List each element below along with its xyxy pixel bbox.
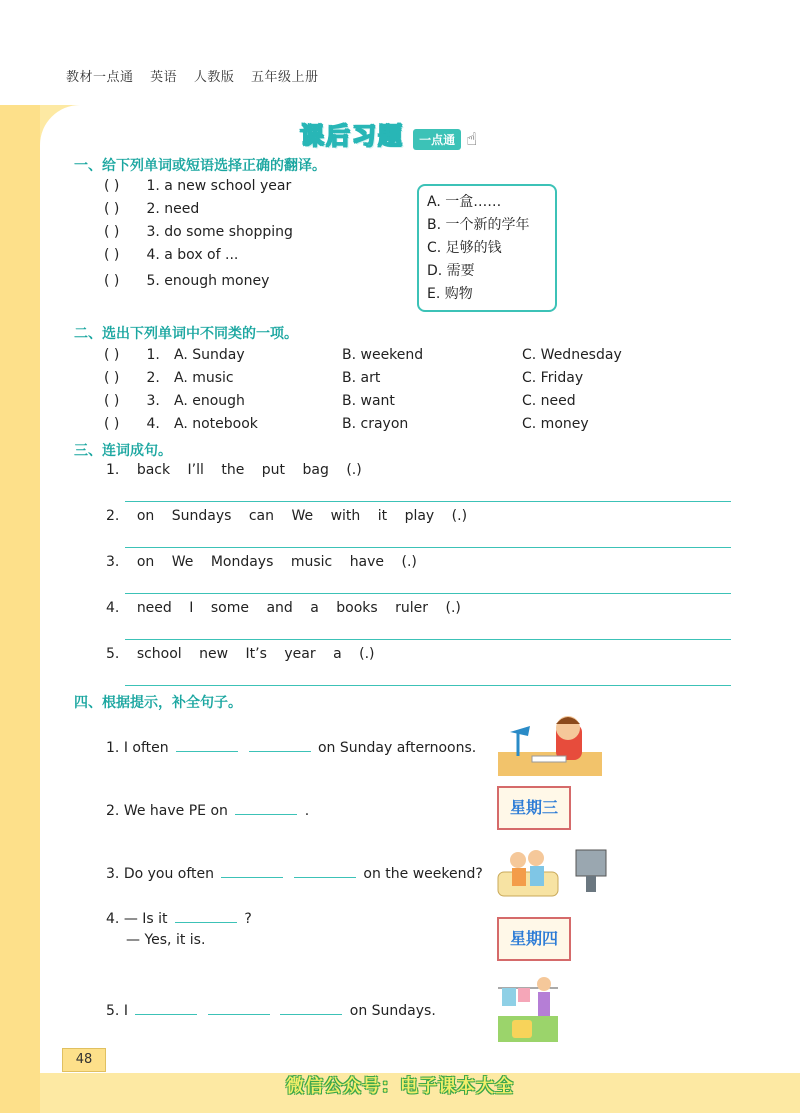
item-num: 4. (146, 416, 160, 432)
item-num: 5. (106, 646, 120, 662)
item-text: do some shopping (164, 224, 293, 240)
answer-paren[interactable]: ( ) (104, 370, 120, 386)
item-num: 1. (146, 178, 160, 194)
word: music (290, 554, 333, 570)
section1-title: 一、给下列单词或短语选择正确的翻译。 (74, 158, 326, 174)
answer-blank[interactable] (235, 800, 297, 815)
item-text: enough money (164, 273, 270, 289)
header-grade: 五年级上册 (250, 70, 319, 85)
option-c: C. 足够的钱 (427, 240, 502, 256)
pointing-hand-icon: ☝ (466, 129, 478, 150)
s1-item-4 (104, 247, 238, 263)
word: bag (302, 462, 329, 478)
sentence-end: on the weekend? (363, 866, 483, 882)
answer-paren[interactable]: ( ) (104, 178, 120, 194)
translation-options-box (417, 184, 557, 312)
s3-item-4 (106, 600, 474, 616)
s1-item-3 (104, 224, 293, 240)
left-margin-band (0, 105, 40, 1113)
page-number: 48 (62, 1048, 106, 1072)
s3-item-2 (106, 508, 480, 524)
answer-blank[interactable] (294, 863, 356, 878)
washing-clothes-picture (496, 970, 560, 1044)
section3-title: 三、连词成句。 (74, 443, 172, 459)
item-num: 2. (146, 370, 160, 386)
answer-paren[interactable]: ( ) (104, 247, 120, 263)
sentence-end: ? (244, 911, 252, 927)
s3-item-5 (106, 646, 387, 662)
header-edition: 人教版 (193, 70, 235, 85)
choice-c: C. Friday (522, 370, 584, 386)
choice-a: A. enough (174, 393, 245, 409)
s2-item-3 (104, 393, 744, 409)
s4-item-5 (106, 1000, 436, 1019)
word: can (248, 508, 275, 524)
banner-tag: 一点通 (413, 129, 461, 150)
choice-c: C. Wednesday (522, 347, 622, 363)
word: have (349, 554, 385, 570)
word: it (377, 508, 388, 524)
option-e: E. 购物 (427, 286, 473, 302)
s1-item-1 (104, 178, 291, 194)
answer-line-1[interactable] (125, 501, 731, 502)
word: We (291, 508, 314, 524)
word: I’ll (187, 462, 204, 478)
top-band (0, 0, 800, 105)
item-num: 1. (106, 740, 120, 756)
item-num: 4. (106, 600, 120, 616)
section4-title: 四、根据提示，补全句子。 (74, 695, 242, 711)
word: I (189, 600, 194, 616)
s3-item-3 (106, 554, 430, 570)
header-book: 教材一点通 (66, 70, 134, 85)
option-d: D. 需要 (427, 263, 475, 279)
word: a (333, 646, 342, 662)
answer-blank[interactable] (175, 908, 237, 923)
word: (.) (451, 508, 468, 524)
answer-blank[interactable] (249, 737, 311, 752)
s2-item-4 (104, 416, 744, 432)
answer-blank[interactable] (208, 1000, 270, 1015)
item-num: 5. (146, 273, 160, 289)
item-num: 1. (106, 462, 120, 478)
option-b: B. 一个新的学年 (427, 217, 530, 233)
word: We (171, 554, 194, 570)
item-num: 3. (106, 866, 120, 882)
banner-title: 课后习题 (300, 122, 404, 150)
s4-item-4-reply: — Yes, it is. (126, 932, 206, 948)
word: put (261, 462, 286, 478)
word: and (266, 600, 293, 616)
word: books (336, 600, 378, 616)
item-num: 2. (106, 803, 120, 819)
choice-b: B. weekend (342, 347, 424, 363)
weekday-card-wednesday: 星期三 (497, 786, 571, 830)
choice-c: C. need (522, 393, 576, 409)
answer-paren[interactable]: ( ) (104, 393, 120, 409)
sentence-end: . (304, 803, 310, 819)
item-num: 2. (146, 201, 160, 217)
item-text: need (164, 201, 200, 217)
word: (.) (445, 600, 461, 616)
word: on (136, 508, 155, 524)
s1-item-2 (104, 201, 199, 217)
choice-a: A. music (174, 370, 234, 386)
answer-line-3[interactable] (125, 593, 731, 594)
word: need (136, 600, 172, 616)
item-text: a new school year (164, 178, 292, 194)
sentence-start: I (123, 1003, 128, 1019)
s3-item-1 (106, 462, 375, 478)
answer-line-5[interactable] (125, 685, 731, 686)
choice-a: A. Sunday (174, 347, 245, 363)
s4-item-2 (106, 800, 309, 819)
choice-c: C. money (522, 416, 589, 432)
word: new (199, 646, 229, 662)
item-num: 3. (106, 554, 120, 570)
item-num: 3. (146, 393, 160, 409)
sentence-end: on Sundays. (349, 1003, 436, 1019)
word: with (330, 508, 361, 524)
word: Sundays (171, 508, 232, 524)
option-a: A. 一盒…… (427, 194, 502, 210)
word: the (221, 462, 245, 478)
s1-item-5 (104, 273, 269, 289)
word: back (136, 462, 171, 478)
s4-item-4 (106, 908, 252, 927)
sentence-start: — Is it (123, 911, 168, 927)
sentence-start: We have PE on (123, 803, 228, 819)
boy-reading-picture (496, 712, 606, 778)
word: (.) (401, 554, 417, 570)
answer-paren[interactable]: ( ) (104, 201, 120, 217)
item-num: 4. (146, 247, 160, 263)
answer-blank[interactable] (176, 737, 238, 752)
answer-paren[interactable]: ( ) (104, 347, 120, 363)
word: a (310, 600, 319, 616)
s4-item-3 (106, 863, 483, 882)
word: year (284, 646, 316, 662)
answer-line-4[interactable] (125, 639, 731, 640)
word: on (136, 554, 155, 570)
item-text: a box of ... (164, 247, 239, 263)
sentence-start: Do you often (123, 866, 215, 882)
item-num: 1. (146, 347, 160, 363)
word: some (210, 600, 249, 616)
item-num: 3. (146, 224, 160, 240)
answer-blank[interactable] (280, 1000, 342, 1015)
page-header (66, 66, 330, 85)
s4-item-1 (106, 737, 476, 756)
section-banner (300, 116, 477, 151)
sentence-start: I often (123, 740, 169, 756)
answer-paren[interactable]: ( ) (104, 273, 120, 289)
word: play (404, 508, 435, 524)
weekday-card-thursday: 星期四 (497, 917, 571, 961)
section2-title: 二、选出下列单词中不同类的一项。 (74, 326, 298, 342)
word: ruler (395, 600, 429, 616)
word: It’s (245, 646, 267, 662)
word: school (136, 646, 182, 662)
word: (.) (359, 646, 375, 662)
choice-b: B. crayon (342, 416, 409, 432)
word: Mondays (210, 554, 274, 570)
item-num: 2. (106, 508, 120, 524)
answer-paren[interactable]: ( ) (104, 416, 120, 432)
header-subject: 英语 (150, 70, 178, 85)
sentence-end: on Sunday afternoons. (317, 740, 477, 756)
answer-line-2[interactable] (125, 547, 731, 548)
answer-paren[interactable]: ( ) (104, 224, 120, 240)
footer-watermark: 微信公众号：电子课本大全 (286, 1076, 514, 1097)
choice-b: B. want (342, 393, 395, 409)
s2-item-1 (104, 347, 744, 363)
s2-item-2 (104, 370, 744, 386)
watching-tv-picture (496, 842, 610, 900)
word: (.) (346, 462, 362, 478)
answer-blank[interactable] (221, 863, 283, 878)
item-num: 5. (106, 1003, 120, 1019)
choice-a: A. notebook (174, 416, 258, 432)
answer-blank[interactable] (135, 1000, 197, 1015)
choice-b: B. art (342, 370, 381, 386)
item-num: 4. (106, 911, 120, 927)
